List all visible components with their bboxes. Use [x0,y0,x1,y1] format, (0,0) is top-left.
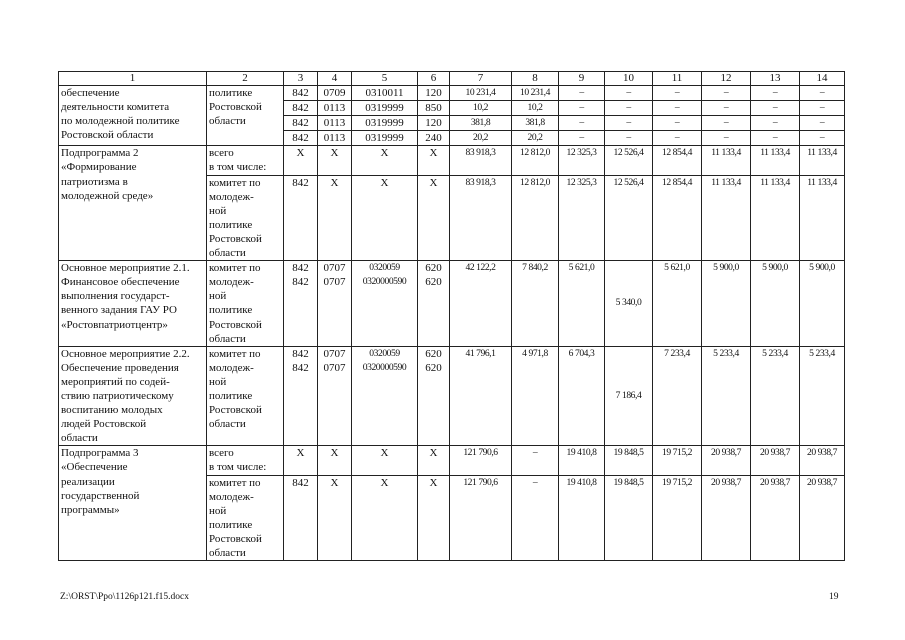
value-cell [800,86,845,146]
table-row [59,86,845,146]
value-cell: 19 410,8 [559,446,605,475]
column-number-7: 7 [450,72,512,86]
executor-cell [207,346,284,446]
executor-cell [207,86,284,146]
column-number-3: 3 [284,72,318,86]
value-cell: X [352,146,418,175]
cell-line: 842 [284,101,317,116]
value-cell [751,86,800,146]
text-line: молодеж- [209,490,254,503]
executor-cell [207,261,284,347]
value-cell: 20 938,7 [751,475,800,561]
text-line: обеспечение [61,87,120,99]
cell-line: – [653,86,701,101]
cell-line: 0319999 [352,101,417,116]
item-name-cell [59,346,207,446]
code-cell [418,346,450,446]
text-line: Ростовской [209,101,262,114]
executor-cell [207,175,284,261]
column-number-1: 1 [59,72,207,86]
value-cell: 5 900,0 [800,261,845,347]
cell-line: – [559,101,604,116]
code-cell [284,261,318,347]
text-line: венного задания ГАУ РО [61,304,177,317]
cell-line: 842 [284,86,317,101]
cell-line: – [653,101,701,116]
cell-line: – [579,132,584,144]
value-cell: X [318,146,352,175]
value-cell: 12 854,4 [653,175,702,261]
text-line: «Ростовпатриотцентр» [61,318,168,331]
cell-line: – [653,116,701,131]
text-line: Основное мероприятие 2.2. [61,347,190,360]
value-cell: 5 233,4 [751,346,800,446]
code-line: 0320059 [369,347,400,359]
text-line: ной [209,504,227,517]
text-line: молодеж- [209,276,254,289]
budget-table [58,71,845,561]
text-line: в том числе: [209,461,267,474]
text-line: Финансовое обеспечение [61,276,180,289]
value-cell: 12 325,3 [559,175,605,261]
value-cell: 11 133,4 [702,146,751,175]
value-cell: 83 918,3 [450,146,512,175]
text-line: патриотизма в [61,175,128,188]
text-line: политике [209,518,253,531]
text-line: всего [209,447,234,460]
code-cell [352,261,418,347]
value-cell: X [318,175,352,261]
text-line: области [209,547,246,559]
value-cell: 11 133,4 [800,175,845,261]
value-cell: 5 233,4 [800,346,845,446]
text-line: ствию патриотическому [61,389,174,402]
cell-line: – [702,116,750,131]
executor-cell [207,146,284,175]
value-cell: 20 938,7 [751,446,800,475]
value-cell: 19 715,2 [653,446,702,475]
column-number-13: 13 [751,72,800,86]
column-number-4: 4 [318,72,352,86]
value-cell: 20 938,7 [702,475,751,561]
value-cell: 20 938,7 [800,446,845,475]
code-line: 620 [425,361,442,374]
text-line: «Формирование [61,161,137,174]
text-line: молодежной среде» [61,189,154,202]
code-cell [318,346,352,446]
cell-line: 10,2 [450,101,511,116]
item-name-cell [59,86,207,146]
value-cell: 12 812,0 [512,146,559,175]
value-cell: 12 325,3 [559,146,605,175]
value-cell: X [418,475,450,561]
code-line: 0707 [323,347,346,360]
value-cell: 11 133,4 [702,175,751,261]
cell-line: – [751,101,799,116]
cell-line: 0319999 [365,132,404,145]
cell-line: 10 231,4 [512,86,558,101]
value-cell: 12 526,4 [605,146,653,175]
column-number-2: 2 [207,72,284,86]
value-cell: 121 790,6 [450,475,512,561]
text-line: политике [209,304,253,317]
code-line: 842 [292,276,309,289]
text-line: комитет по [209,262,261,275]
value-cell [559,86,605,146]
text-line: в том числе: [209,161,267,174]
column-number-5: 5 [352,72,418,86]
value-cell: 41 796,1 [450,346,512,446]
code-line: 620 [425,347,442,360]
code-line: 0707 [323,262,346,275]
code-line: 620 [425,262,442,275]
cell-line: 0113 [318,101,351,116]
item-name-cell [59,446,207,561]
cell-line: – [674,132,680,144]
text-line: Ростовской [209,318,262,331]
value-cell: 5 340,0 [605,261,653,347]
value-cell: 12 812,0 [512,175,559,261]
text-line: реализации [61,475,115,488]
column-number-10: 10 [605,72,653,86]
column-number-14: 14 [800,72,845,86]
value-cell: 842 [284,475,318,561]
text-line: Ростовской области [61,129,154,142]
value-cell [450,86,512,146]
value-cell: X [318,446,352,475]
value-cell: 19 410,8 [559,475,605,561]
table-row [59,446,845,475]
column-number-9: 9 [559,72,605,86]
text-line: Ростовской [209,404,262,417]
cell-line: 842 [284,116,317,131]
table-body [59,72,845,561]
value-cell: 5 900,0 [702,261,751,347]
value-cell: 7 186,4 [605,346,653,446]
value-cell: 19 715,2 [653,475,702,561]
table-row [59,261,845,347]
cell-line: – [751,116,799,131]
code-line: 0320059 [369,262,400,274]
value-cell [418,86,450,146]
cell-line: 10,2 [512,101,558,116]
value-cell: X [418,175,450,261]
value-cell: X [318,475,352,561]
text-line: молодеж- [209,190,254,203]
value-cell: 11 133,4 [751,146,800,175]
value-cell: 20 938,7 [800,475,845,561]
text-line: области [61,432,98,445]
table-row [59,146,845,175]
text-line: области [209,247,246,260]
value-cell: 83 918,3 [450,175,512,261]
text-line: мероприятий по содей- [61,375,170,388]
text-line: людей Ростовской [61,418,147,431]
code-line: 842 [292,361,309,374]
value-cell: 12 526,4 [605,175,653,261]
cell-line: 0113 [323,132,346,145]
cell-line: 20,2 [473,132,488,144]
text-line: Ростовской [209,532,262,545]
cell-line: – [605,86,652,101]
cell-line: 0113 [318,116,351,131]
text-line: политике [209,87,253,99]
value-cell [352,86,418,146]
cell-line: 0319999 [352,116,417,131]
cell-line: – [559,116,604,131]
text-line: деятельности комитета [61,101,170,114]
cell-line: 120 [418,86,449,101]
text-line: области [209,418,246,431]
code-cell [418,261,450,347]
value-cell: 5 621,0 [653,261,702,347]
text-line: воспитанию молодых [61,404,163,417]
cell-line: 240 [425,132,442,145]
value-cell: 6 704,3 [559,346,605,446]
value-cell: 12 854,4 [653,146,702,175]
value-cell: 19 848,5 [605,475,653,561]
cell-line: 842 [292,132,309,145]
value-cell: 4 971,8 [512,346,559,446]
value-cell: 20 938,7 [702,446,751,475]
footer-file-path: Z:\ORST\Ppo\1126p121.f15.docx [60,592,189,602]
value-cell: 7 840,2 [512,261,559,347]
text-line: программы» [61,503,120,516]
cell-line: – [605,116,652,131]
value-cell: X [352,475,418,561]
text-line: области [209,332,246,345]
value-cell: 5 233,4 [702,346,751,446]
cell-line: – [626,132,631,144]
cell-line: – [772,132,778,144]
cell-line: 0709 [318,86,351,101]
table-row [59,346,845,446]
value-cell [318,86,352,146]
text-line: области [209,115,246,128]
item-name-cell [59,261,207,347]
code-line: 0320000590 [362,361,407,373]
code-line: 0707 [323,276,346,289]
column-number-8: 8 [512,72,559,86]
value-cell [512,86,559,146]
header-row [59,72,845,86]
code-cell [284,346,318,446]
cell-line: 0310011 [352,86,417,101]
value-cell: X [284,146,318,175]
text-line: ной [209,375,227,388]
executor-cell [207,475,284,561]
text-line: Подпрограмма 2 [61,147,139,160]
cell-line: 850 [418,101,449,116]
text-line: комитет по [209,476,261,489]
text-line: ной [209,204,227,217]
value-cell [653,86,702,146]
value-cell: 42 122,2 [450,261,512,347]
cell-line: – [800,116,844,131]
text-line: государственной [61,489,140,502]
value-cell: 121 790,6 [450,446,512,475]
value-cell: 5 900,0 [751,261,800,347]
cell-line: 381,8 [450,116,511,131]
cell-line: – [819,132,825,144]
cell-line: – [702,101,750,116]
cell-line: – [800,101,844,116]
value-cell: 11 133,4 [800,146,845,175]
cell-line: – [751,86,799,101]
cell-line: 10 231,4 [450,86,511,101]
text-line: ной [209,290,227,303]
text-line: комитет по [209,176,261,189]
cell-line: – [605,101,652,116]
code-line: 842 [292,347,309,360]
text-line: Подпрограмма 3 [61,447,139,460]
cell-line: – [800,86,844,101]
cell-line: – [702,86,750,101]
text-line: Обеспечение проведения [61,361,179,374]
text-line: выполнения государст- [61,290,170,303]
column-number-11: 11 [653,72,702,86]
code-cell [318,261,352,347]
code-line: 620 [425,276,442,289]
value-cell: 7 233,4 [653,346,702,446]
value-cell: 842 [284,175,318,261]
value-cell: 5 621,0 [559,261,605,347]
value-cell: X [418,146,450,175]
cell-line: – [559,86,604,101]
text-line: молодеж- [209,361,254,374]
value-cell: X [284,446,318,475]
value-cell: X [418,446,450,475]
text-line: политике [209,218,253,231]
value-cell: X [352,446,418,475]
value-cell: – [512,446,559,475]
value-cell: 11 133,4 [751,175,800,261]
cell-line: 20,2 [527,132,543,144]
column-number-6: 6 [418,72,450,86]
code-line: 0320000590 [362,276,407,288]
code-line: 0707 [323,361,346,374]
text-line: Ростовской [209,232,262,245]
cell-line: 120 [418,116,449,131]
code-line: 842 [292,262,309,275]
text-line: по молодежной политике [61,115,180,128]
text-line: Основное мероприятие 2.1. [61,262,190,275]
text-line: комитет по [209,347,261,360]
cell-line: – [723,132,729,144]
executor-cell [207,446,284,475]
text-line: всего [209,147,234,160]
item-name-cell [59,146,207,261]
cell-line: 381,8 [512,116,558,131]
value-cell: – [512,475,559,561]
value-cell [284,86,318,146]
value-cell: X [352,175,418,261]
value-cell [605,86,653,146]
page-number: 19 [829,592,839,602]
text-line: политике [209,389,253,402]
text-line: «Обеспечение [61,461,128,474]
column-number-12: 12 [702,72,751,86]
code-cell [352,346,418,446]
value-cell [702,86,751,146]
value-cell: 19 848,5 [605,446,653,475]
